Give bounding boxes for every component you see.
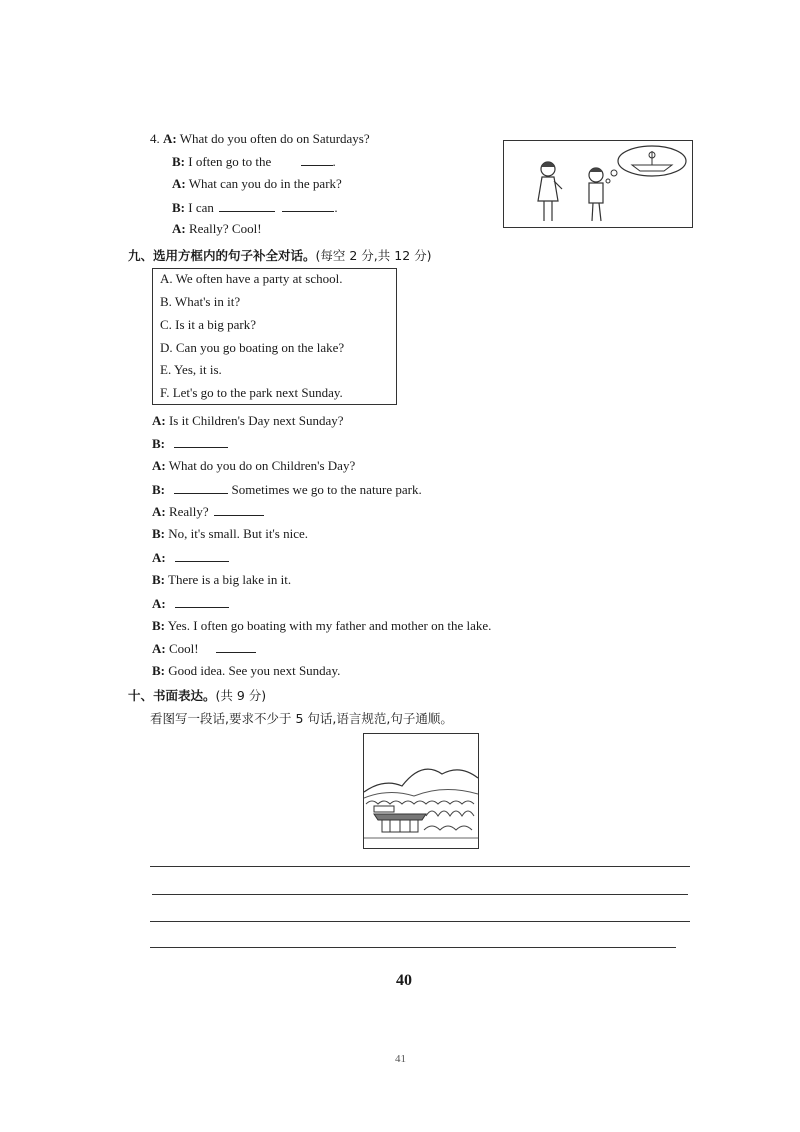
dialogue-line: A: Cool!	[152, 640, 256, 657]
dialogue-line: B: No, it's small. But it's nice.	[152, 526, 308, 541]
dialogue-line: B: Yes. I often go boating with my father and mother on the lake.	[152, 618, 492, 633]
dialogue-line: A:	[152, 595, 229, 612]
footer-number: 41	[395, 1053, 406, 1065]
answer-blank[interactable]	[214, 503, 264, 516]
q4-line-3: A: What can you do in the park?	[172, 176, 342, 191]
option-a: A. We often have a party at school.	[160, 271, 343, 286]
dialogue-line: A: Is it Children's Day next Sunday?	[152, 413, 344, 428]
two-children-icon	[504, 141, 692, 227]
option-b: B. What's in it?	[160, 294, 241, 309]
answer-blank[interactable]	[301, 153, 333, 166]
park-landscape-icon	[364, 734, 478, 848]
section-10-heading: 十、书面表达。(共 9 分)	[128, 688, 267, 703]
writing-line[interactable]	[150, 947, 676, 948]
option-c: C. Is it a big park?	[160, 317, 257, 332]
dialogue-line: B:	[152, 435, 228, 452]
q4-illustration	[503, 140, 693, 228]
landscape-picture	[363, 733, 479, 849]
writing-instruction: 看图写一段话,要求不少于 5 句话,语言规范,句子通顺。	[150, 711, 453, 726]
answer-blank[interactable]	[174, 481, 228, 494]
answer-blank[interactable]	[174, 435, 228, 448]
dialogue-line: B: Sometimes we go to the nature park.	[152, 482, 422, 497]
answer-blank[interactable]	[175, 549, 229, 562]
q4-line-4: B: I can .	[172, 200, 338, 215]
dialogue-line: A:	[152, 549, 229, 566]
q4-line-1: 4. A: What do you often do on Saturdays?	[150, 131, 370, 146]
writing-line[interactable]	[152, 894, 688, 895]
dialogue-line: B: There is a big lake in it.	[152, 572, 292, 587]
dialogue-line: A: Really?	[152, 503, 264, 520]
option-e: E. Yes, it is.	[160, 362, 222, 377]
dialogue-line: A: What do you do on Children's Day?	[152, 458, 356, 473]
writing-line[interactable]	[150, 921, 690, 922]
q4-line-2: B: I often go to the .	[172, 154, 336, 169]
answer-blank[interactable]	[216, 640, 256, 653]
option-d: D. Can you go boating on the lake?	[160, 340, 345, 355]
answer-blank[interactable]	[175, 595, 229, 608]
writing-line[interactable]	[150, 866, 690, 867]
answer-blank[interactable]	[282, 199, 334, 212]
answer-blank[interactable]	[219, 199, 275, 212]
q4-line-5: A: Really? Cool!	[172, 221, 262, 236]
section-9-heading: 九、选用方框内的句子补全对话。(每空 2 分,共 12 分)	[128, 248, 432, 263]
page-number: 40	[396, 972, 412, 989]
dialogue-line: B: Good idea. See you next Sunday.	[152, 663, 341, 678]
option-f: F. Let's go to the park next Sunday.	[160, 385, 343, 400]
